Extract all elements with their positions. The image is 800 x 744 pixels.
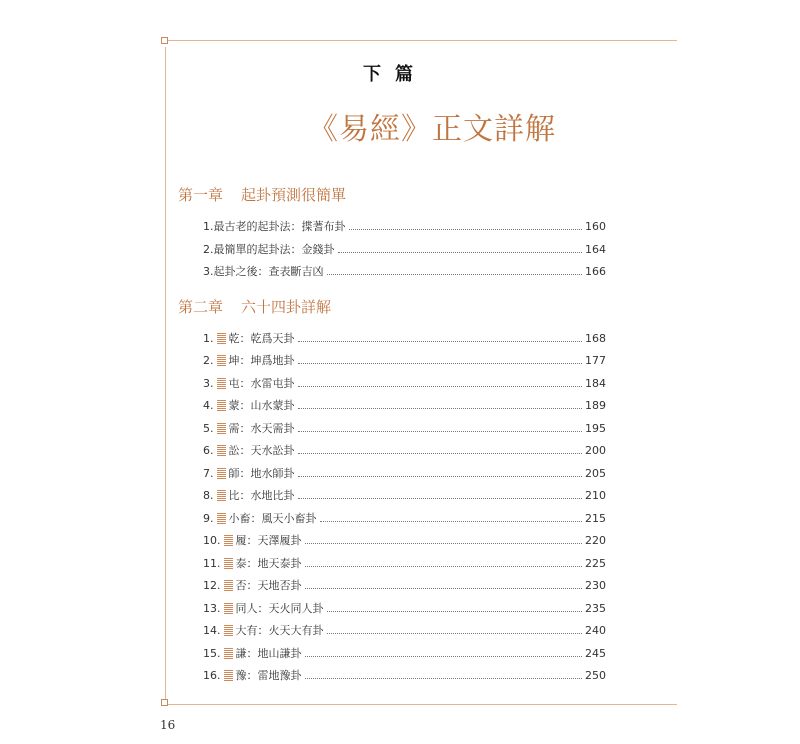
entry-page: 168 xyxy=(585,331,606,345)
entry-title: 大有：火天大有卦 xyxy=(235,624,324,637)
entry-number: 15. xyxy=(203,646,221,660)
entry-number: 13. xyxy=(203,601,221,615)
entry-number: 7. xyxy=(203,466,214,480)
dot-leader xyxy=(298,363,583,364)
entry-title: 訟：天水訟卦 xyxy=(228,444,295,457)
entry-number: 2. xyxy=(203,353,214,367)
entry-title: 最簡單的起卦法：金錢卦 xyxy=(213,243,335,256)
entry-number: 12. xyxy=(203,578,221,592)
toc-entry[interactable] xyxy=(203,644,606,662)
entry-title: 豫：雷地豫卦 xyxy=(235,669,302,682)
entry-number: 6. xyxy=(203,443,214,457)
hexagram-icon xyxy=(224,535,233,546)
toc-entry[interactable] xyxy=(203,396,606,414)
dot-leader xyxy=(298,498,583,499)
toc-entry[interactable] xyxy=(203,329,606,347)
toc-entry[interactable] xyxy=(203,599,606,617)
dot-leader xyxy=(305,588,583,589)
hexagram-icon xyxy=(217,468,226,479)
entry-page: 205 xyxy=(585,466,606,480)
entry-number: 8. xyxy=(203,488,214,502)
dot-leader xyxy=(298,476,583,477)
dot-leader xyxy=(298,386,583,387)
entry-number: 3. xyxy=(203,264,214,278)
dot-leader xyxy=(327,633,583,634)
entry-page: 210 xyxy=(585,488,606,502)
entry-number: 1. xyxy=(203,219,214,233)
hexagram-icon xyxy=(217,513,226,524)
toc-entry[interactable] xyxy=(203,554,606,572)
toc-entry[interactable] xyxy=(203,576,606,594)
entry-title: 需：水天需卦 xyxy=(228,422,295,435)
hexagram-icon xyxy=(217,400,226,411)
dot-leader xyxy=(298,341,583,342)
toc-entry[interactable] xyxy=(203,419,606,437)
entry-page: 160 xyxy=(585,219,606,233)
hexagram-icon xyxy=(217,333,226,344)
toc-entry[interactable] xyxy=(203,240,606,258)
page-number: 16 xyxy=(160,718,176,732)
toc-entry[interactable] xyxy=(203,374,606,392)
dot-leader xyxy=(298,408,583,409)
entry-number: 5. xyxy=(203,421,214,435)
dot-leader xyxy=(349,229,583,230)
entry-title: 蒙：山水蒙卦 xyxy=(228,399,295,412)
chapter-name: 起卦預測很簡單 xyxy=(241,186,347,204)
entry-page: 184 xyxy=(585,376,606,390)
dot-leader xyxy=(305,678,583,679)
hexagram-icon xyxy=(224,648,233,659)
hexagram-icon xyxy=(224,625,233,636)
toc-entry[interactable] xyxy=(203,486,606,504)
dot-leader xyxy=(298,453,583,454)
hexagram-icon xyxy=(217,445,226,456)
hexagram-icon xyxy=(217,355,226,366)
dot-leader xyxy=(327,274,583,275)
entry-page: 166 xyxy=(585,264,606,278)
hexagram-icon xyxy=(217,490,226,501)
chapter-number: 第一章 xyxy=(178,186,224,204)
left-rule xyxy=(165,47,166,699)
entry-title: 比：水地比卦 xyxy=(228,489,295,502)
main-title: 《易經》正文詳解 xyxy=(308,112,556,147)
hexagram-icon xyxy=(217,378,226,389)
toc-entry[interactable] xyxy=(203,441,606,459)
entry-page: 230 xyxy=(585,578,606,592)
toc-entry[interactable] xyxy=(203,531,606,549)
entry-title: 乾：乾爲天卦 xyxy=(228,332,295,345)
dot-leader xyxy=(305,566,583,567)
entry-title: 同人：天火同人卦 xyxy=(235,602,324,615)
toc-entry[interactable] xyxy=(203,509,606,527)
entry-title: 坤：坤爲地卦 xyxy=(228,354,295,367)
dot-leader xyxy=(305,656,583,657)
entry-title: 否：天地否卦 xyxy=(235,579,302,592)
entry-title: 師：地水師卦 xyxy=(228,467,295,480)
hexagram-icon xyxy=(224,580,233,591)
entry-page: 215 xyxy=(585,511,606,525)
entry-number: 11. xyxy=(203,556,221,570)
entry-number: 16. xyxy=(203,668,221,682)
hexagram-icon xyxy=(224,670,233,681)
entry-title: 小畜：風天小畜卦 xyxy=(228,512,317,525)
entry-title: 履：天澤履卦 xyxy=(235,534,302,547)
entry-title: 謙：地山謙卦 xyxy=(235,647,302,660)
entry-number: 3. xyxy=(203,376,214,390)
toc-entry[interactable] xyxy=(203,351,606,369)
toc-entry[interactable] xyxy=(203,262,606,280)
hexagram-icon xyxy=(217,423,226,434)
hexagram-icon xyxy=(224,558,233,569)
entry-number: 2. xyxy=(203,242,214,256)
bottom-left-corner-mark xyxy=(161,699,168,706)
entry-page: 245 xyxy=(585,646,606,660)
top-left-corner-mark xyxy=(161,37,168,44)
entry-page: 225 xyxy=(585,556,606,570)
dot-leader xyxy=(327,611,583,612)
entry-page: 164 xyxy=(585,242,606,256)
part-title: 下篇 xyxy=(363,64,427,85)
hexagram-icon xyxy=(224,603,233,614)
chapter-title xyxy=(178,296,331,317)
dot-leader xyxy=(320,521,583,522)
dot-leader xyxy=(298,431,583,432)
chapter-name: 六十四卦詳解 xyxy=(241,298,332,316)
toc-entry[interactable] xyxy=(203,464,606,482)
entry-number: 14. xyxy=(203,623,221,637)
entry-page: 240 xyxy=(585,623,606,637)
entry-page: 220 xyxy=(585,533,606,547)
entry-page: 177 xyxy=(585,353,606,367)
entry-title: 泰：地天泰卦 xyxy=(235,557,302,570)
entry-number: 9. xyxy=(203,511,214,525)
toc-entry[interactable] xyxy=(203,666,606,684)
entry-page: 235 xyxy=(585,601,606,615)
dot-leader xyxy=(305,543,583,544)
entry-number: 4. xyxy=(203,398,214,412)
entry-page: 200 xyxy=(585,443,606,457)
entry-page: 195 xyxy=(585,421,606,435)
entry-title: 起卦之後：查表斷吉凶 xyxy=(213,265,324,278)
bottom-rule xyxy=(166,704,677,705)
entry-number: 1. xyxy=(203,331,214,345)
entry-page: 250 xyxy=(585,668,606,682)
chapter-title xyxy=(178,184,346,205)
entry-title: 屯：水雷屯卦 xyxy=(228,377,295,390)
top-rule xyxy=(166,40,677,41)
toc-entry[interactable] xyxy=(203,621,606,639)
entry-number: 10. xyxy=(203,533,221,547)
entry-page: 189 xyxy=(585,398,606,412)
toc-entry[interactable] xyxy=(203,217,606,235)
dot-leader xyxy=(338,252,583,253)
entry-title: 最古老的起卦法：揲蓍布卦 xyxy=(213,220,346,233)
chapter-number: 第二章 xyxy=(178,298,224,316)
